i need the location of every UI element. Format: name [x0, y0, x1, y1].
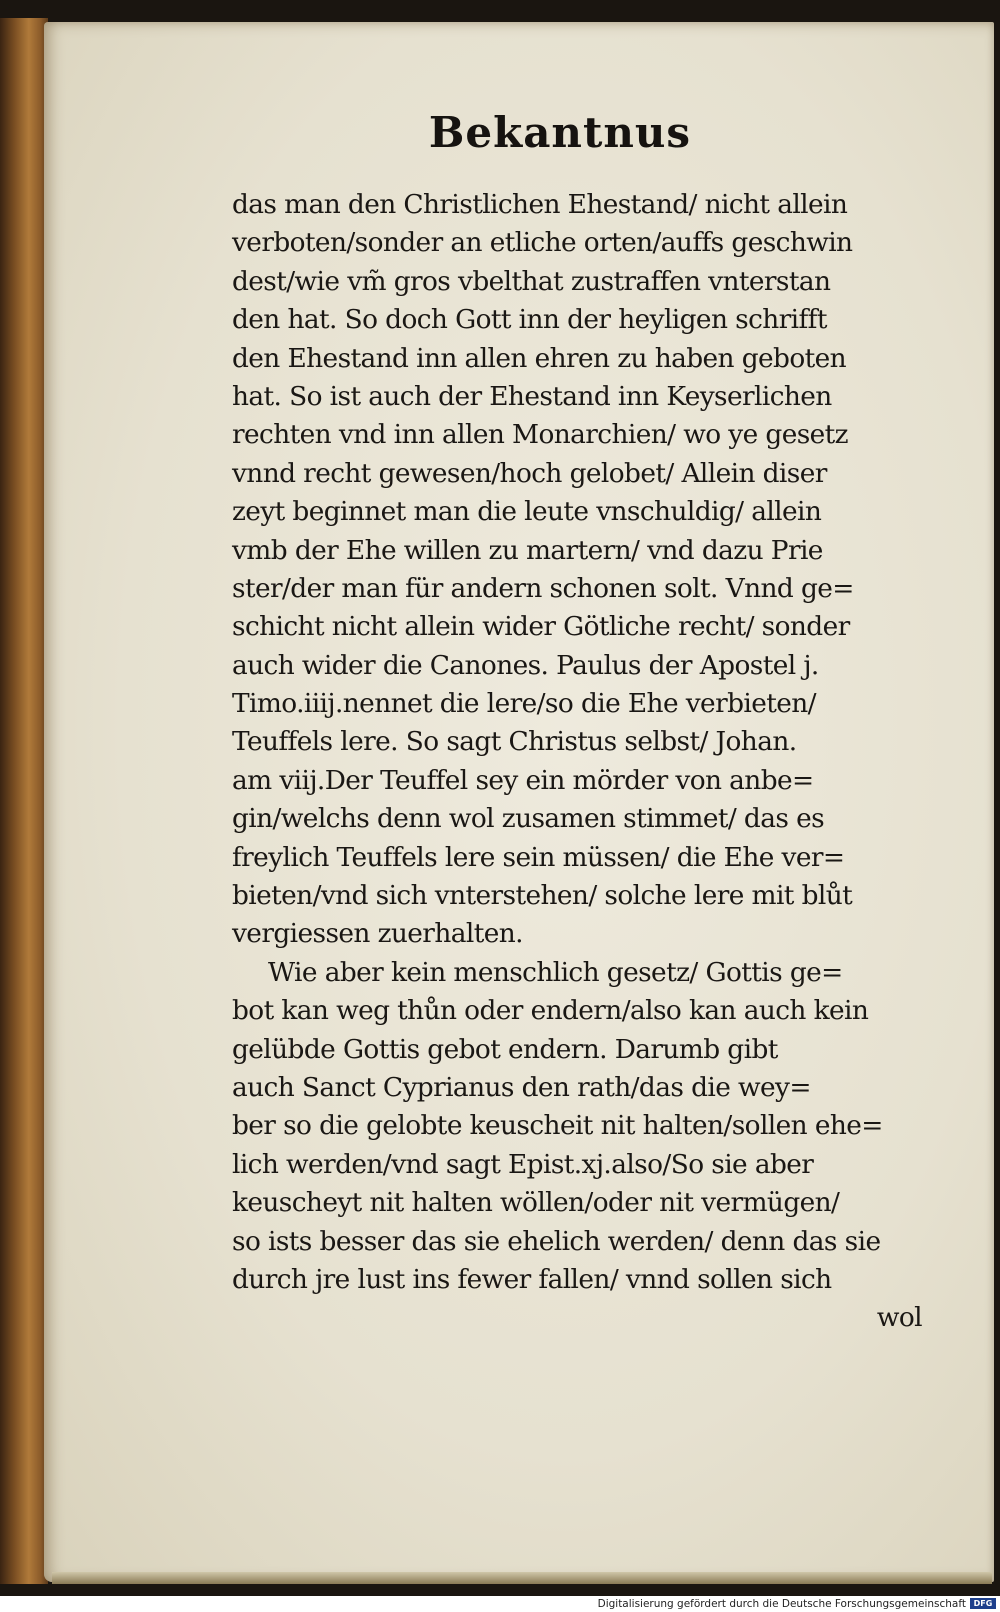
- footer-bar: [0, 1596, 1000, 1612]
- text-line: hat. So ist auch der Ehestand inn Keyserlichen: [232, 380, 832, 412]
- body-text: [232, 186, 922, 1338]
- text-line: gelübde Gottis gebot endern. Darumb gibt: [232, 1033, 778, 1065]
- text-line: schicht nicht allein wider Götliche recht/ sonder: [232, 611, 850, 643]
- text-line: das man den Christlichen Ehestand/ nicht allein: [232, 189, 848, 220]
- book-binding-edge: [0, 18, 48, 1584]
- text-line: am viij.Der Teuffel sey ein mörder von anbe=: [232, 764, 814, 796]
- dfg-logo-icon: DFG: [970, 1598, 996, 1609]
- text-line: den Ehestand inn allen ehren zu haben geboten: [232, 342, 847, 374]
- text-line: vnnd recht gewesen/hoch gelobet/ Allein diser: [232, 457, 827, 489]
- text-line: so ists besser das sie ehelich werden/ denn das sie: [232, 1225, 881, 1257]
- text-line: Wie aber kein menschlich gesetz/ Gottis ge=: [268, 956, 843, 988]
- text-line: zeyt beginnet man die leute vnschuldig/ allein: [232, 496, 822, 528]
- text-line: Timo.iiij.nennet die lere/so die Ehe verbieten/: [232, 688, 816, 720]
- text-line: vergiessen zuerhalten.: [232, 918, 523, 950]
- text-line: auch Sanct Cyprianus den rath/das die wey=: [232, 1071, 811, 1103]
- text-line: auch wider die Canones. Paulus der Apostel j.: [232, 649, 819, 681]
- text-line: ster/der man für andern schonen solt. Vnnd ge=: [232, 572, 854, 604]
- text-line: Teuffels lere. So sagt Christus selbst/ Johan.: [232, 726, 797, 758]
- text-line: verboten/sonder an etliche orten/auffs geschwin: [232, 227, 853, 259]
- text-line: den hat. So doch Gott inn der heyligen schrifft: [232, 304, 827, 336]
- text-line: rechten vnd inn allen Monarchien/ wo ye gesetz: [232, 419, 848, 451]
- text-line: keuscheyt nit halten wöllen/oder nit vermügen/: [232, 1187, 840, 1219]
- page-heading: Bekantnus: [428, 108, 692, 157]
- text-line: bot kan weg thůn oder endern/also kan auch kein: [232, 995, 869, 1027]
- text-line: lich werden/vnd sagt Epist.xj.also/So sie aber: [232, 1148, 814, 1180]
- text-line: vmb der Ehe willen zu martern/ vnd dazu Prie: [232, 534, 823, 566]
- text-line: bieten/vnd sich vnterstehen/ solche lere mit blůt: [232, 880, 853, 912]
- text-line: dest/wie vm̃ gros vbelthat zustraffen vnterstan: [232, 265, 831, 297]
- page-bottom-edge: [52, 1572, 992, 1584]
- catchword: wol: [876, 1302, 922, 1334]
- text-line: freylich Teuffels lere sein müssen/ die Ehe ver=: [232, 841, 845, 873]
- funding-credit: Digitalisierung gefördert durch die Deutsche Forschungsgemeinschaft: [597, 1598, 966, 1610]
- text-line: ber so die gelobte keuscheit nit halten/sollen ehe=: [232, 1110, 883, 1142]
- text-line: gin/welchs denn wol zusamen stimmet/ das es: [232, 803, 825, 835]
- text-line: durch jre lust ins fewer fallen/ vnnd sollen sich: [232, 1263, 832, 1295]
